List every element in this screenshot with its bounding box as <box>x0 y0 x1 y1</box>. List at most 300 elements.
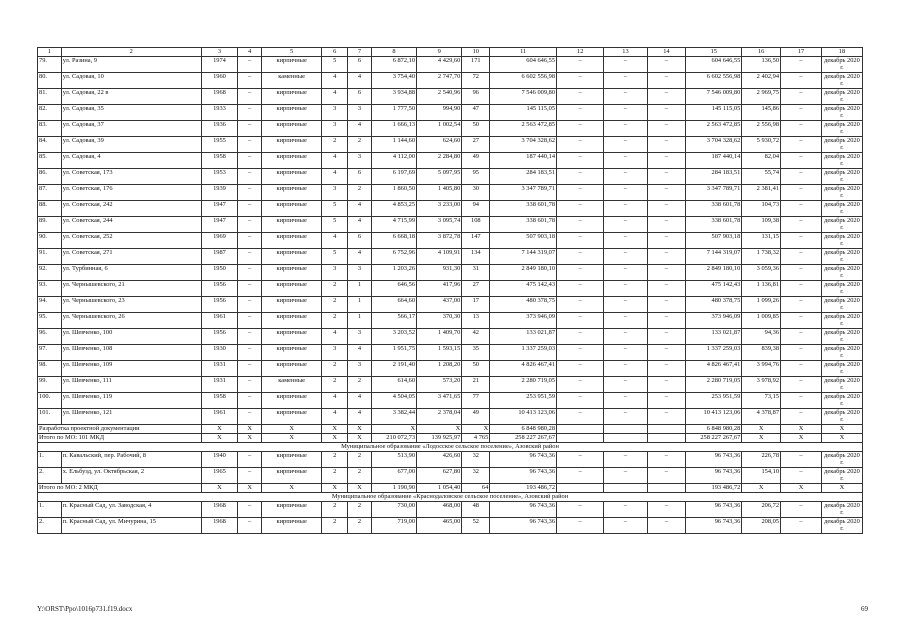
table-cell: – <box>781 169 822 185</box>
table-cell: 108 <box>462 217 490 233</box>
table-cell: – <box>781 249 822 265</box>
table-cell: – <box>781 233 822 249</box>
table-cell: 99. <box>38 377 62 393</box>
table-cell: декабрь 2020 г. <box>821 153 862 169</box>
table-cell: 226,78 <box>742 452 781 468</box>
table-cell: 97. <box>38 345 62 361</box>
total-cell <box>557 434 604 443</box>
table-cell: 55,74 <box>742 169 781 185</box>
table-cell: 6 197,69 <box>371 169 416 185</box>
table-cell: декабрь 2020 г. <box>821 265 862 281</box>
table-cell: 6 602 556,98 <box>490 73 557 89</box>
table-cell: – <box>647 57 686 73</box>
table-cell: 3 <box>348 265 372 281</box>
table-cell: 338 601,78 <box>490 201 557 217</box>
table-cell: 13 <box>462 313 490 329</box>
table-cell: кирпичные <box>261 89 321 105</box>
table-cell: 80. <box>38 73 62 89</box>
table-cell: – <box>647 502 686 518</box>
table-cell: 96 743,36 <box>490 468 557 484</box>
table-cell: ул. Советская, 173 <box>61 169 201 185</box>
table-cell: 100. <box>38 393 62 409</box>
table-cell: 4 <box>348 201 372 217</box>
table-cell: 35 <box>462 345 490 361</box>
table-cell: декабрь 2020 г. <box>821 121 862 137</box>
table-cell: 614,60 <box>371 377 416 393</box>
table-cell: кирпичные <box>261 137 321 153</box>
table-cell: – <box>238 57 262 73</box>
table-cell: ул. Садовая, 35 <box>61 105 201 121</box>
table-cell: 2 <box>348 185 372 201</box>
table-row <box>38 297 863 313</box>
table-cell: – <box>647 233 686 249</box>
table-cell: 1969 <box>201 233 238 249</box>
table-cell: – <box>238 393 262 409</box>
table-cell: 1956 <box>201 297 238 313</box>
table-cell: 677,00 <box>371 468 416 484</box>
total-cell <box>647 434 686 443</box>
table-cell: 145 115,05 <box>686 105 742 121</box>
table-cell: 1 <box>348 313 372 329</box>
table-cell: 73,15 <box>742 393 781 409</box>
table-cell: – <box>647 137 686 153</box>
total-cell: Х <box>201 484 238 493</box>
section-heading: Муниципальное образование «Лодосское сельское поселение», Азовский район <box>38 443 863 452</box>
table-cell: – <box>604 105 647 121</box>
table-cell: 2 <box>348 518 372 534</box>
total-cell: Х <box>417 425 462 434</box>
column-number: 4 <box>238 48 262 57</box>
table-cell: 3 934,88 <box>371 89 416 105</box>
table-cell: 3 059,36 <box>742 265 781 281</box>
table-cell: – <box>238 185 262 201</box>
table-cell: 4 <box>322 73 348 89</box>
table-cell: 646,56 <box>371 281 416 297</box>
table-cell: 1968 <box>201 502 238 518</box>
table-cell: 96 743,36 <box>686 502 742 518</box>
table-cell: 1958 <box>201 153 238 169</box>
total-cell <box>557 425 604 434</box>
table-cell: кирпичные <box>261 518 321 534</box>
table-cell: 1936 <box>201 121 238 137</box>
table-cell: 627,80 <box>417 468 462 484</box>
table-cell: – <box>604 249 647 265</box>
table-cell: – <box>647 249 686 265</box>
page-number: 69 <box>861 605 868 613</box>
table-cell: 2 <box>348 468 372 484</box>
table-cell: 6 <box>348 57 372 73</box>
table-cell: – <box>238 89 262 105</box>
table-row <box>38 169 863 185</box>
table-cell: 1987 <box>201 249 238 265</box>
table-cell: декабрь 2020 г. <box>821 393 862 409</box>
table-cell: 7 144 319,07 <box>686 249 742 265</box>
table-cell: – <box>604 233 647 249</box>
table-cell: кирпичные <box>261 297 321 313</box>
table-cell: – <box>604 121 647 137</box>
table-cell: – <box>781 57 822 73</box>
table-cell: 604 646,55 <box>686 57 742 73</box>
table-cell: – <box>647 73 686 89</box>
table-cell: – <box>238 121 262 137</box>
table-cell: декабрь 2020 г. <box>821 137 862 153</box>
table-row <box>38 502 863 518</box>
table-cell: – <box>238 169 262 185</box>
table-cell: 2 <box>322 468 348 484</box>
table-cell: – <box>781 281 822 297</box>
table-cell: п. Красный Сад, ул. Мичурина, 15 <box>61 518 201 534</box>
table-cell: 2 378,04 <box>417 409 462 425</box>
table-cell: кирпичные <box>261 217 321 233</box>
table-cell: – <box>647 452 686 468</box>
column-number: 7 <box>348 48 372 57</box>
table-cell: – <box>647 217 686 233</box>
table-cell: ул. Шевченко, 108 <box>61 345 201 361</box>
table-cell: 5 097,95 <box>417 169 462 185</box>
table-cell: ул. Чернышевского, 26 <box>61 313 201 329</box>
section-heading: Муниципальное образование «Краснодаловское сельское поселение», Азовский район <box>38 493 863 502</box>
table-cell: ул. Советская, 244 <box>61 217 201 233</box>
table-cell: 77 <box>462 393 490 409</box>
table-cell: декабрь 2020 г. <box>821 185 862 201</box>
table-cell: 206,72 <box>742 502 781 518</box>
table-cell: 3 471,65 <box>417 393 462 409</box>
table-cell: 145,86 <box>742 105 781 121</box>
table-cell: – <box>647 201 686 217</box>
table-cell: декабрь 2020 г. <box>821 452 862 468</box>
table-row <box>38 73 863 89</box>
table-cell: 133 021,87 <box>686 329 742 345</box>
table-cell: 4 <box>322 89 348 105</box>
table-cell: декабрь 2020 г. <box>821 57 862 73</box>
table-cell: 49 <box>462 409 490 425</box>
total-cell: Х <box>261 484 321 493</box>
table-cell: 4 826 467,41 <box>490 361 557 377</box>
table-cell: 4 715,99 <box>371 217 416 233</box>
table-cell: кирпичные <box>261 233 321 249</box>
table-cell: 480 378,75 <box>490 297 557 313</box>
table-cell: 3 <box>348 105 372 121</box>
table-cell: – <box>238 329 262 345</box>
table-cell: – <box>238 249 262 265</box>
table-row <box>38 281 863 297</box>
table-cell: 7 546 009,80 <box>686 89 742 105</box>
table-cell: 2 280 719,05 <box>686 377 742 393</box>
table-cell: декабрь 2020 г. <box>821 169 862 185</box>
column-number: 14 <box>647 48 686 57</box>
table-cell: – <box>604 185 647 201</box>
table-cell: декабрь 2020 г. <box>821 281 862 297</box>
table-cell: – <box>604 409 647 425</box>
table-cell: 1956 <box>201 281 238 297</box>
table-cell: – <box>557 345 604 361</box>
table-cell: 1950 <box>201 265 238 281</box>
table-cell: кирпичные <box>261 57 321 73</box>
table-cell: – <box>604 169 647 185</box>
table-cell: 338 601,78 <box>686 201 742 217</box>
table-cell: 338 601,78 <box>490 217 557 233</box>
table-cell: 253 951,59 <box>490 393 557 409</box>
table-cell: ул. Чернышевского, 21 <box>61 281 201 297</box>
table-cell: 27 <box>462 137 490 153</box>
table-cell: каменные <box>261 73 321 89</box>
table-cell: 10 413 123,06 <box>686 409 742 425</box>
table-cell: – <box>238 233 262 249</box>
table-cell: – <box>238 73 262 89</box>
total-label: Итого по МО: 101 МКД <box>38 434 202 443</box>
total-cell <box>604 425 647 434</box>
table-cell: 42 <box>462 329 490 345</box>
table-row <box>38 518 863 534</box>
table-cell: 1960 <box>201 73 238 89</box>
table-row <box>38 452 863 468</box>
table-cell: – <box>781 297 822 313</box>
column-number: 10 <box>462 48 490 57</box>
table-cell: – <box>781 345 822 361</box>
table-cell: 1 405,80 <box>417 185 462 201</box>
table-cell: 96. <box>38 329 62 345</box>
table-cell: 513,90 <box>371 452 416 468</box>
column-number: 12 <box>557 48 604 57</box>
table-cell: – <box>238 468 262 484</box>
table-cell: 1965 <box>201 468 238 484</box>
table-cell: – <box>781 518 822 534</box>
table-cell: 3 <box>322 121 348 137</box>
total-cell: Х <box>238 434 262 443</box>
table-cell: 3 754,40 <box>371 73 416 89</box>
table-cell: – <box>781 121 822 137</box>
table-cell: – <box>604 518 647 534</box>
table-cell: каменные <box>261 377 321 393</box>
table-cell: – <box>647 185 686 201</box>
table-cell: – <box>557 249 604 265</box>
table-cell: – <box>557 468 604 484</box>
section-heading-row <box>38 493 863 502</box>
table-cell: – <box>557 313 604 329</box>
table-cell: – <box>238 452 262 468</box>
total-cell: Х <box>238 484 262 493</box>
table-cell: 426,60 <box>417 452 462 468</box>
table-row <box>38 313 863 329</box>
table-cell: кирпичные <box>261 468 321 484</box>
table-cell: 4 <box>348 217 372 233</box>
table-cell: ул. Турбинная, 6 <box>61 265 201 281</box>
table-cell: – <box>557 105 604 121</box>
column-number-row <box>38 48 863 57</box>
table-cell: ул. Садовая, 22 в <box>61 89 201 105</box>
table-cell: декабрь 2020 г. <box>821 201 862 217</box>
table-cell: кирпичные <box>261 153 321 169</box>
table-cell: 147 <box>462 233 490 249</box>
table-cell: 1 860,50 <box>371 185 416 201</box>
table-cell: 1 208,20 <box>417 361 462 377</box>
table-cell: 3 203,52 <box>371 329 416 345</box>
table-cell: 2 849 180,10 <box>490 265 557 281</box>
table-cell: 4 109,91 <box>417 249 462 265</box>
table-cell: ул. Советская, 252 <box>61 233 201 249</box>
table-cell: 4 <box>322 169 348 185</box>
total-cell: Х <box>781 484 822 493</box>
table-cell: декабрь 2020 г. <box>821 361 862 377</box>
table-cell: – <box>647 468 686 484</box>
table-cell: 1953 <box>201 169 238 185</box>
table-cell: х. Ельбузд, ул. Октябрьская, 2 <box>61 468 201 484</box>
table-cell: 1961 <box>201 313 238 329</box>
table-cell: – <box>557 393 604 409</box>
table-cell: 1 738,32 <box>742 249 781 265</box>
table-cell: – <box>557 329 604 345</box>
table-cell: 4 <box>348 121 372 137</box>
table-cell: 2 <box>322 361 348 377</box>
table-cell: 2 747,70 <box>417 73 462 89</box>
table-cell: – <box>604 297 647 313</box>
table-cell: 2 <box>322 297 348 313</box>
total-cell: Х <box>821 425 862 434</box>
table-cell: – <box>781 377 822 393</box>
table-cell: 5 <box>322 249 348 265</box>
table-cell: 1961 <box>201 409 238 425</box>
table-cell: – <box>238 409 262 425</box>
table-cell: кирпичные <box>261 329 321 345</box>
table-cell: 3 382,44 <box>371 409 416 425</box>
total-cell: Х <box>201 425 238 434</box>
table-row <box>38 233 863 249</box>
table-cell: – <box>557 201 604 217</box>
table-row <box>38 217 863 233</box>
table-cell: 3 <box>348 361 372 377</box>
table-cell: – <box>557 518 604 534</box>
table-cell: – <box>238 377 262 393</box>
table-cell: – <box>781 185 822 201</box>
table-cell: – <box>604 329 647 345</box>
table-cell: – <box>781 409 822 425</box>
table-cell: – <box>557 297 604 313</box>
table-cell: 208,05 <box>742 518 781 534</box>
table-cell: – <box>238 345 262 361</box>
table-cell: декабрь 2020 г. <box>821 377 862 393</box>
table-cell: 2 191,40 <box>371 361 416 377</box>
table-cell: ул. Разина, 9 <box>61 57 201 73</box>
table-cell: 4 <box>322 233 348 249</box>
table-cell: 96 743,36 <box>490 452 557 468</box>
total-cell: 258 227 267,67 <box>686 434 742 443</box>
total-cell: Х <box>322 484 348 493</box>
table-cell: 284 183,51 <box>686 169 742 185</box>
table-cell: 88. <box>38 201 62 217</box>
table-cell: 2 <box>322 281 348 297</box>
table-cell: 4 <box>322 153 348 169</box>
total-cell: Х <box>821 434 862 443</box>
table-cell: 93. <box>38 281 62 297</box>
table-row <box>38 57 863 73</box>
table-cell: 1 777,50 <box>371 105 416 121</box>
table-cell: 1 099,26 <box>742 297 781 313</box>
table-cell: 468,00 <box>417 502 462 518</box>
table-cell: 6 <box>348 169 372 185</box>
table-cell: – <box>781 89 822 105</box>
table-cell: ул. Чернышевского, 23 <box>61 297 201 313</box>
table-cell: – <box>781 329 822 345</box>
table-cell: 85. <box>38 153 62 169</box>
table-cell: – <box>781 217 822 233</box>
table-cell: – <box>238 201 262 217</box>
table-cell: 1 144,60 <box>371 137 416 153</box>
table-cell: 1956 <box>201 329 238 345</box>
table-cell: 2 556,98 <box>742 121 781 137</box>
table-cell: 30 <box>462 185 490 201</box>
table-cell: – <box>238 137 262 153</box>
table-cell: 3 <box>322 345 348 361</box>
table-cell: 94. <box>38 297 62 313</box>
table-cell: ул. Советская, 271 <box>61 249 201 265</box>
table-cell: 3 994,76 <box>742 361 781 377</box>
table-cell: декабрь 2020 г. <box>821 313 862 329</box>
table-cell: 1933 <box>201 105 238 121</box>
table-row <box>38 121 863 137</box>
total-cell: Х <box>781 425 822 434</box>
table-cell: кирпичные <box>261 313 321 329</box>
table-cell: 145 115,05 <box>490 105 557 121</box>
table-cell: – <box>781 201 822 217</box>
table-row <box>38 468 863 484</box>
table-cell: – <box>238 361 262 377</box>
table-cell: – <box>557 377 604 393</box>
table-cell: 154,10 <box>742 468 781 484</box>
total-cell: Х <box>201 434 238 443</box>
table-cell: 6 752,96 <box>371 249 416 265</box>
table-cell: 1947 <box>201 201 238 217</box>
table-cell: 47 <box>462 105 490 121</box>
table-cell: 839,38 <box>742 345 781 361</box>
table-cell: 3 704 328,62 <box>686 137 742 153</box>
table-cell: – <box>557 185 604 201</box>
table-cell: 2 402,94 <box>742 73 781 89</box>
table-cell: ул. Шевченко, 100 <box>61 329 201 345</box>
table-cell: 94 <box>462 201 490 217</box>
table-cell: – <box>647 361 686 377</box>
table-cell: 96 <box>462 89 490 105</box>
table-cell: – <box>604 281 647 297</box>
table-cell: 417,96 <box>417 281 462 297</box>
table-cell: 507 903,18 <box>686 233 742 249</box>
column-number: 13 <box>604 48 647 57</box>
total-cell: Х <box>261 425 321 434</box>
table-cell: 94,36 <box>742 329 781 345</box>
table-cell: 1 337 259,03 <box>490 345 557 361</box>
table-cell: – <box>238 105 262 121</box>
table-cell: 95 <box>462 169 490 185</box>
table-cell: ул. Шевченко, 121 <box>61 409 201 425</box>
table-cell: 994,90 <box>417 105 462 121</box>
table-cell: – <box>557 265 604 281</box>
table-cell: 48 <box>462 502 490 518</box>
table-cell: 84. <box>38 137 62 153</box>
table-cell: 1931 <box>201 361 238 377</box>
table-cell: декабрь 2020 г. <box>821 105 862 121</box>
table-row <box>38 265 863 281</box>
total-cell <box>557 484 604 493</box>
table-row <box>38 361 863 377</box>
table-cell: 2 <box>348 502 372 518</box>
table-cell: 3 872,78 <box>417 233 462 249</box>
table-cell: кирпичные <box>261 502 321 518</box>
table-cell: 1 136,81 <box>742 281 781 297</box>
table-cell: – <box>604 153 647 169</box>
table-cell: кирпичные <box>261 345 321 361</box>
total-cell: Х <box>781 434 822 443</box>
table-cell: 1 951,75 <box>371 345 416 361</box>
total-cell: Х <box>322 434 348 443</box>
